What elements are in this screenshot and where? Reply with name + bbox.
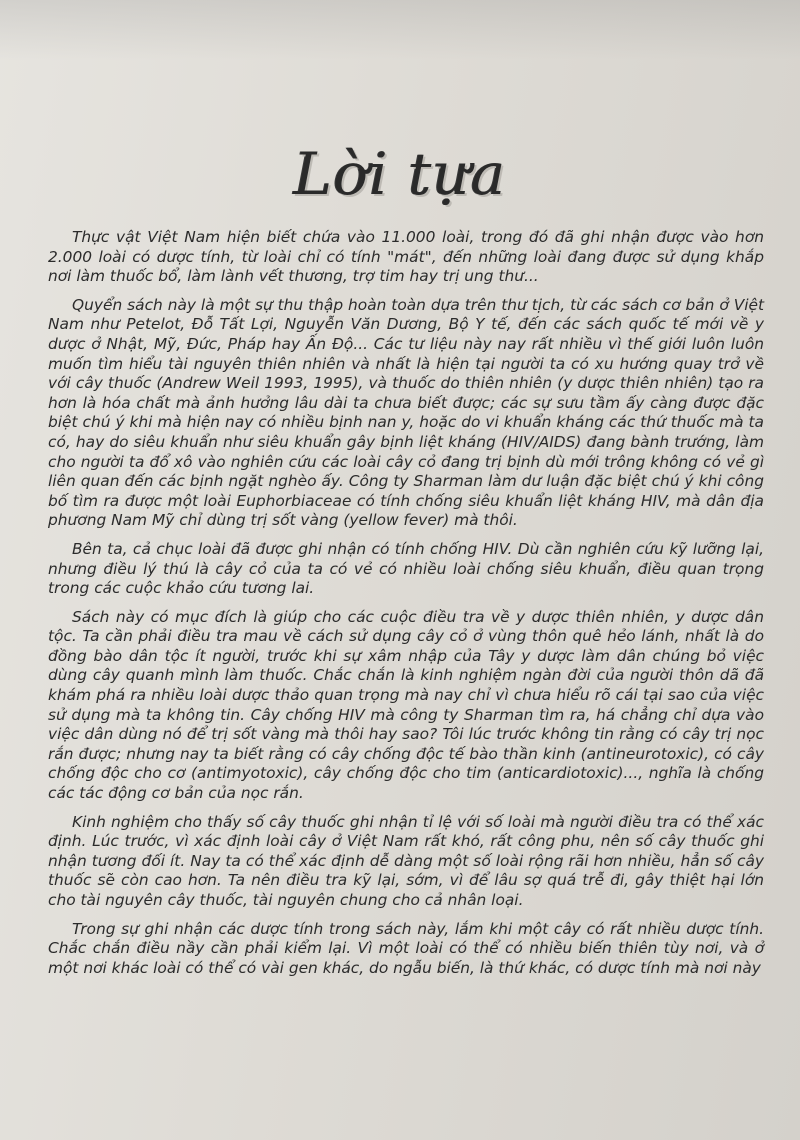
page-title: Lời tựa: [293, 140, 507, 208]
paragraph-5: Kinh nghiệm cho thấy số cây thuốc ghi nhận tỉ lệ với số loài mà người điều tra có thể xác định. Lúc trước, vì xác định loài cây ở Việt Nam rất khó, rất công phu, nên số cây thuốc ghi nhận tương đối ít. Nay ta có thể xác định dễ dàng một số loài rộng rãi hơn nhiều, hẳn số cây thuốc sẽ còn cao hơn. Ta nên điều tra kỹ lại, sớm, vì để lâu sợ quá trễ đi, gây thiệt hại lớn cho tài nguyên cây thuốc, tài nguyên chung cho cả nhân loại.: [48, 812, 764, 909]
paragraph-1: Thực vật Việt Nam hiện biết chứa vào 11.000 loài, trong đó đã ghi nhận được vào hơn 2.000 loài có dược tính, từ loài chỉ có tính "mát", đến những loài đang được sử dụng khắp nơi làm thuốc bổ, làm lành vết thương, trợ tim hay trị ung thư...: [48, 228, 764, 286]
paragraph-3: Bên ta, cả chục loài đã được ghi nhận có tính chống HIV. Dù cần nghiên cứu kỹ lưỡng lại, nhưng điều lý thú là cây cỏ của ta có vẻ có nhiều loài chống siêu khuẩn, điều quan trọng trong các cuộc khảo cứu tương lai.: [48, 539, 764, 598]
paragraph-4: Sách này có mục đích là giúp cho các cuộc điều tra về y dược thiên nhiên, y dược dân tộc. Ta cần phải điều tra mau về cách sử dụng cây cỏ ở vùng thôn quê hẻo lánh, nhất là do đồng bào dân tộc ít người, trước khi sự xâm nhập của Tây y dược làm dân chúng bỏ việc dùng cây quanh mình làm thuốc. Chắc chắn là kinh nghiệm ngàn đời của người thôn dã đã khám phá ra nhiều loài dược thảo quan trọng mà nay chỉ vì chưa hiểu rõ cái tại sao của việc sử dụng mà ta không tin. Cây chống HIV mà công ty Sharman tìm ra, há chẳng chỉ dựa vào việc dân dùng nó để trị sốt vàng mà thôi hay sao? Tôi lúc trước không tin rằng có cây trị nọc rắn được; nhưng nay ta biết rằng có cây chống độc tế bào thần kinh (antineurotoxic), có cây chống độc cho cơ (antimyotoxic), cây chống độc cho tim (anticardiotoxic)..., nghĩa là chống các tác động cơ bản của nọc rắn.: [48, 607, 764, 803]
paragraph-2: Quyển sách này là một sự thu thập hoàn toàn dựa trên thư tịch, từ các sách cơ bản ở Việt Nam như Petelot, Đỗ Tất Lợi, Nguyễn Văn Dương, Bộ Y tế, đến các sách quốc tế mới về y dược ở Nhật, Mỹ, Đức, Pháp hay Ấn Độ... Các tư liệu này nay rất nhiều vì thế giới luôn luôn muốn tìm hiểu tài nguyên thiên nhiên và nhất là hiện tại người ta có xu hướng quay trở về với cây thuốc (Andrew Weil 1993, 1995), và thuốc do thiên nhiên (y dược thiên nhiên) tạo ra hơn là hóa chất mà ảnh hưởng lâu dài ta chưa biết được; các sự sưu tầm ấy càng được đặc biệt chú ý khi mà hiện nay có nhiều bịnh nan y, hoặc do vi khuẩn kháng các thứ thuốc mà ta có, hay do siêu khuẩn như siêu khuẩn gây bịnh liệt kháng (HIV/AIDS) đang bành trướng, làm cho người ta đổ xô vào nghiên cứu các loài cây cỏ đang trị bịnh dù mới trông không có vẻ gì liên quan đến các bịnh ngặt nghèo ấy. Công ty Sharman làm dư luận đặc biệt chú ý khi công bố tìm ra được một loài Euphorbiaceae có tính chống siêu khuẩn liệt kháng HIV, mà dân địa phương Nam Mỹ chỉ dùng trị sốt vàng (yellow fever) mà thôi.: [48, 295, 764, 530]
paragraph-6: Trong sự ghi nhận các dược tính trong sách này, lắm khi một cây có rất nhiều dược tính. Chắc chắn điều nầy cần phải kiểm lại. Vì một loài có thể có nhiều biến thiên tùy nơi, và ở một nơi khác loài có thể có vài gen khác, do ngẫu biến, là thứ khác, có dược tính mà nơi này: [48, 919, 764, 977]
page-top-shadow: [0, 0, 800, 60]
body-text: [48, 228, 764, 987]
